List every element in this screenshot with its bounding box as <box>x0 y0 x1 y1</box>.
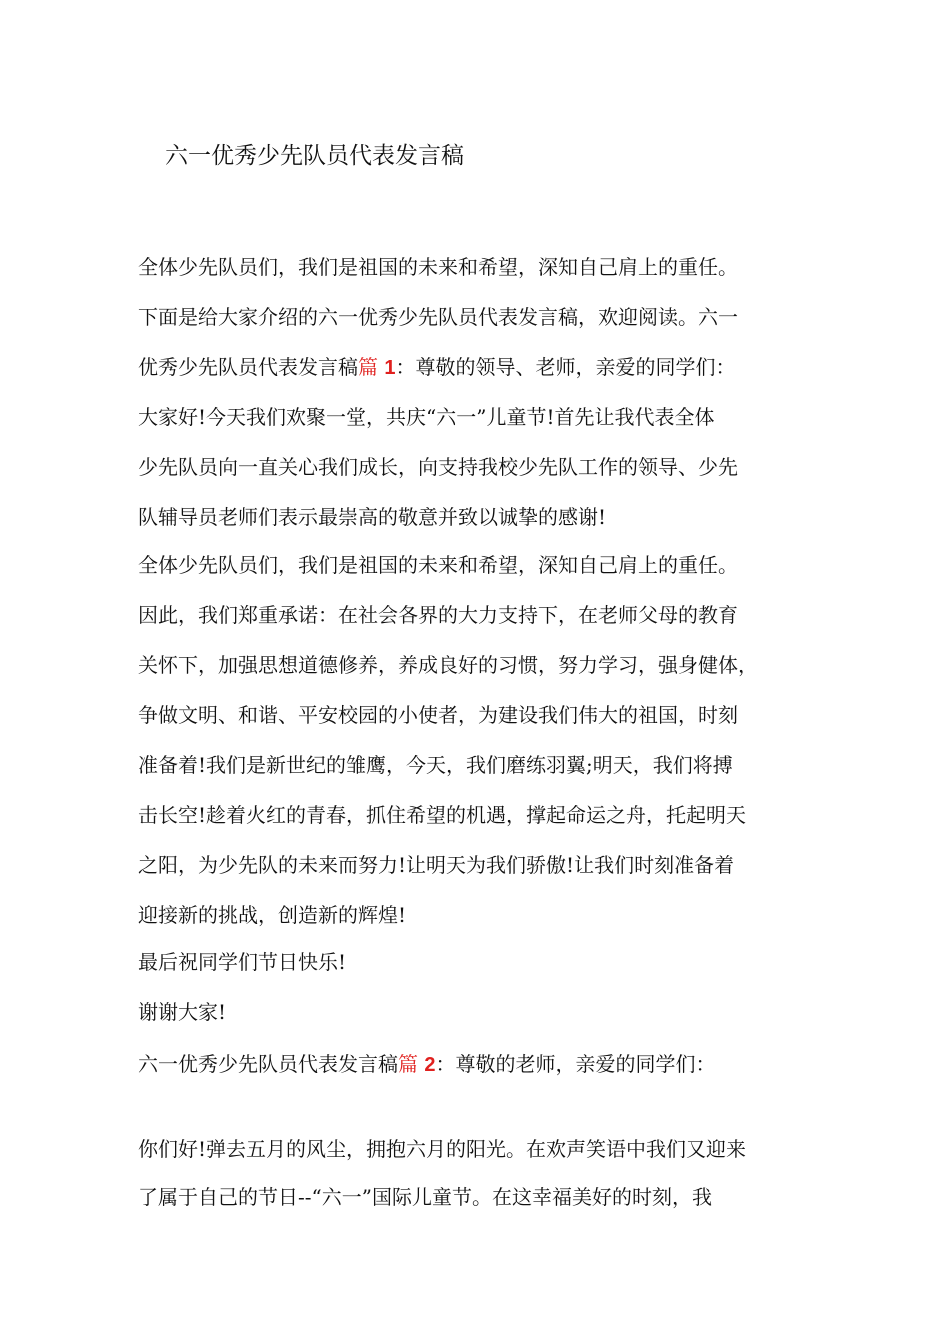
section-marker: 篇 <box>398 1052 418 1076</box>
body-line: 关怀下，加强思想道德修养，养成良好的习惯，努力学习，强身健体， <box>138 653 758 677</box>
document-title: 六一优秀少先队员代表发言稿 <box>165 143 464 169</box>
body-line: 击长空!趁着火红的青春，抓住希望的机遇，撑起命运之舟，托起明天 <box>138 803 747 827</box>
body-line: 全体少先队员们，我们是祖国的未来和希望，深知自己肩上的重任。 <box>138 553 738 577</box>
section-heading-line <box>138 350 735 385</box>
body-line: 之阳，为少先队的未来而努力!让明天为我们骄傲!让我们时刻准备着 <box>138 853 735 877</box>
body-line: 最后祝同学们节日快乐! <box>138 950 347 974</box>
section-number: 1 <box>384 357 396 379</box>
heading-text: 优秀少先队员代表发言稿 <box>138 355 358 379</box>
heading-rest: ：尊敬的老师，亲爱的同学们： <box>435 1052 716 1076</box>
body-line: 争做文明、和谐、平安校园的小使者，为建设我们伟大的祖国，时刻 <box>138 703 738 727</box>
body-line: 全体少先队员们，我们是祖国的未来和希望，深知自己肩上的重任。 <box>138 255 738 279</box>
body-line: 少先队员向一直关心我们成长，向支持我校少先队工作的领导、少先 <box>138 455 738 479</box>
section-marker: 篇 <box>358 355 378 379</box>
body-line: 大家好!今天我们欢聚一堂，共庆“六一”儿童节!首先让我代表全体 <box>138 405 715 429</box>
heading-text: 六一优秀少先队员代表发言稿 <box>138 1052 398 1076</box>
body-line: 了属于自己的节日--“六一”国际儿童节。在这幸福美好的时刻，我 <box>138 1185 712 1209</box>
body-line: 谢谢大家! <box>138 1000 227 1024</box>
body-line: 因此，我们郑重承诺：在社会各界的大力支持下，在老师父母的教育 <box>138 603 738 627</box>
heading-rest: ：尊敬的领导、老师，亲爱的同学们： <box>395 355 736 379</box>
body-line: 准备着!我们是新世纪的雏鹰，今天，我们磨练羽翼;明天，我们将搏 <box>138 753 733 777</box>
section-number: 2 <box>424 1054 436 1076</box>
body-line: 下面是给大家介绍的六一优秀少先队员代表发言稿，欢迎阅读。六一 <box>138 305 738 329</box>
section-heading-line <box>138 1047 715 1082</box>
body-line: 队辅导员老师们表示最崇高的敬意并致以诚挚的感谢! <box>138 505 607 529</box>
body-line: 迎接新的挑战，创造新的辉煌! <box>138 903 407 927</box>
body-line: 你们好!弹去五月的风尘，拥抱六月的阳光。在欢声笑语中我们又迎来 <box>138 1137 747 1161</box>
